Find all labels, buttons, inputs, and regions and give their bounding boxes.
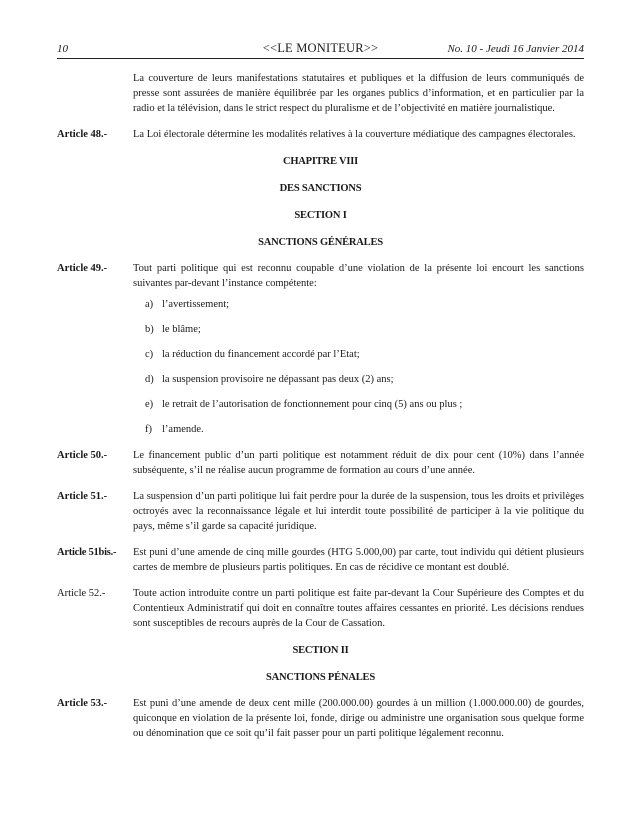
article-51 xyxy=(57,489,584,534)
article-49 xyxy=(57,261,584,437)
list-letter: b) xyxy=(145,324,154,335)
list-text: l’avertissement; xyxy=(162,299,230,310)
list-text: l’amende. xyxy=(162,424,204,435)
document-body xyxy=(57,71,584,741)
article-text: Est puni d’une amende de deux cent mille (200.000.00) gourdes à un million (1.000.000.00) de gourdes, quiconque en violation de la présente loi, fonde, dirige ou administre une organisation sous quelque forme ou dénomination que ce soit qu’il fait passer pour un parti politique légalement reconnu. xyxy=(133,698,584,739)
section-1-title: SECTION I xyxy=(294,210,347,221)
article-51bis xyxy=(57,545,584,575)
page-header xyxy=(57,41,584,59)
list-letter: f) xyxy=(145,424,152,435)
section-1-subtitle: SANCTIONS GÉNÉRALES xyxy=(258,237,383,248)
list-text: la réduction du financement accordé par l’Etat; xyxy=(162,349,360,360)
issue-info: No. 10 - Jeudi 16 Janvier 2014 xyxy=(447,43,584,55)
section-2-subtitle: SANCTIONS PÉNALES xyxy=(266,672,375,683)
chapter-title: CHAPITRE VIII xyxy=(282,156,359,167)
article-label: Article 50.- xyxy=(57,450,108,461)
article-label: Article 49.- xyxy=(57,263,108,274)
list-text: le retrait de l’autorisation de fonctionnement pour cinq (5) ans ou plus ; xyxy=(162,399,463,410)
list-item xyxy=(145,397,584,412)
article-48 xyxy=(57,127,584,142)
list-item xyxy=(145,422,584,437)
list-letter: d) xyxy=(145,374,154,385)
list-item xyxy=(145,347,584,362)
article-body xyxy=(133,261,584,437)
article-text: Le financement public d’un parti politique est notamment réduit de dix pour cent (10%) dans l’année subséquente, s’il ne réalise aucun programme de formation au cours d’une année. xyxy=(133,450,584,476)
article-text: La Loi électorale détermine les modalités relatives à la couverture médiatique des campagnes électorales. xyxy=(133,129,576,140)
chapter-subtitle: DES SANCTIONS xyxy=(279,183,362,194)
article-label: Article 51bis.- xyxy=(57,547,117,558)
journal-title: <<LE MONITEUR>> xyxy=(262,41,379,55)
list-letter: e) xyxy=(145,399,154,410)
list-text: le blâme; xyxy=(162,324,201,335)
list-text: la suspension provisoire ne dépassant pas deux (2) ans; xyxy=(162,374,394,385)
article-text: La suspension d’un parti politique lui fait perdre pour la durée de la suspension, tous les droits et privilèges octroyés avec la reconnaissance légale et lui interdit toute possibilité de participer à la vie politique du pays, même s’il garde sa capacité juridique. xyxy=(133,491,584,532)
list-item xyxy=(145,322,584,337)
article-50 xyxy=(57,448,584,478)
list-item xyxy=(145,297,584,312)
page-number: 10 xyxy=(57,43,68,55)
article-52 xyxy=(57,586,584,631)
header-rule xyxy=(57,58,584,59)
list-letter: a) xyxy=(145,299,154,310)
article-label: Article 52.- xyxy=(57,588,106,599)
article-label: Article 53.- xyxy=(57,698,108,709)
article-text: Est puni d’une amende de cinq mille gourdes (HTG 5.000,00) par carte, tout individu qui détient plusieurs cartes de membre de plusieurs partis politiques. En cas de récidive ce montant est doublé. xyxy=(133,547,584,573)
sanctions-list xyxy=(133,297,584,437)
article-label: Article 48.- xyxy=(57,129,108,140)
article-text: Toute action introduite contre un parti politique est faite par-devant la Cour Supérieure des Comptes et du Contentieux Administratif qui doit en connaître toutes affaires cessantes en priorité. Les décisions rendues sont susceptibles de recours auprès de la Cour de Cassation. xyxy=(133,588,584,629)
article-text: Tout parti politique qui est reconnu coupable d’une violation de la présente loi encourt les sanctions suivantes par-devant l’instance compétente: xyxy=(133,263,584,289)
list-letter: c) xyxy=(145,349,154,360)
intro-paragraph: La couverture de leurs manifestations statutaires et publiques et la diffusion de leurs communiqués de presse sont assurées de manière équilibrée par les organes publics d’information, et en particulier par la radio et la télévision, dans le strict respect du pluralisme et de l’objectivité en matière journalistique. xyxy=(133,73,584,114)
section-2-title: SECTION II xyxy=(292,645,349,656)
article-label: Article 51.- xyxy=(57,491,108,502)
article-53 xyxy=(57,696,584,741)
list-item xyxy=(145,372,584,387)
